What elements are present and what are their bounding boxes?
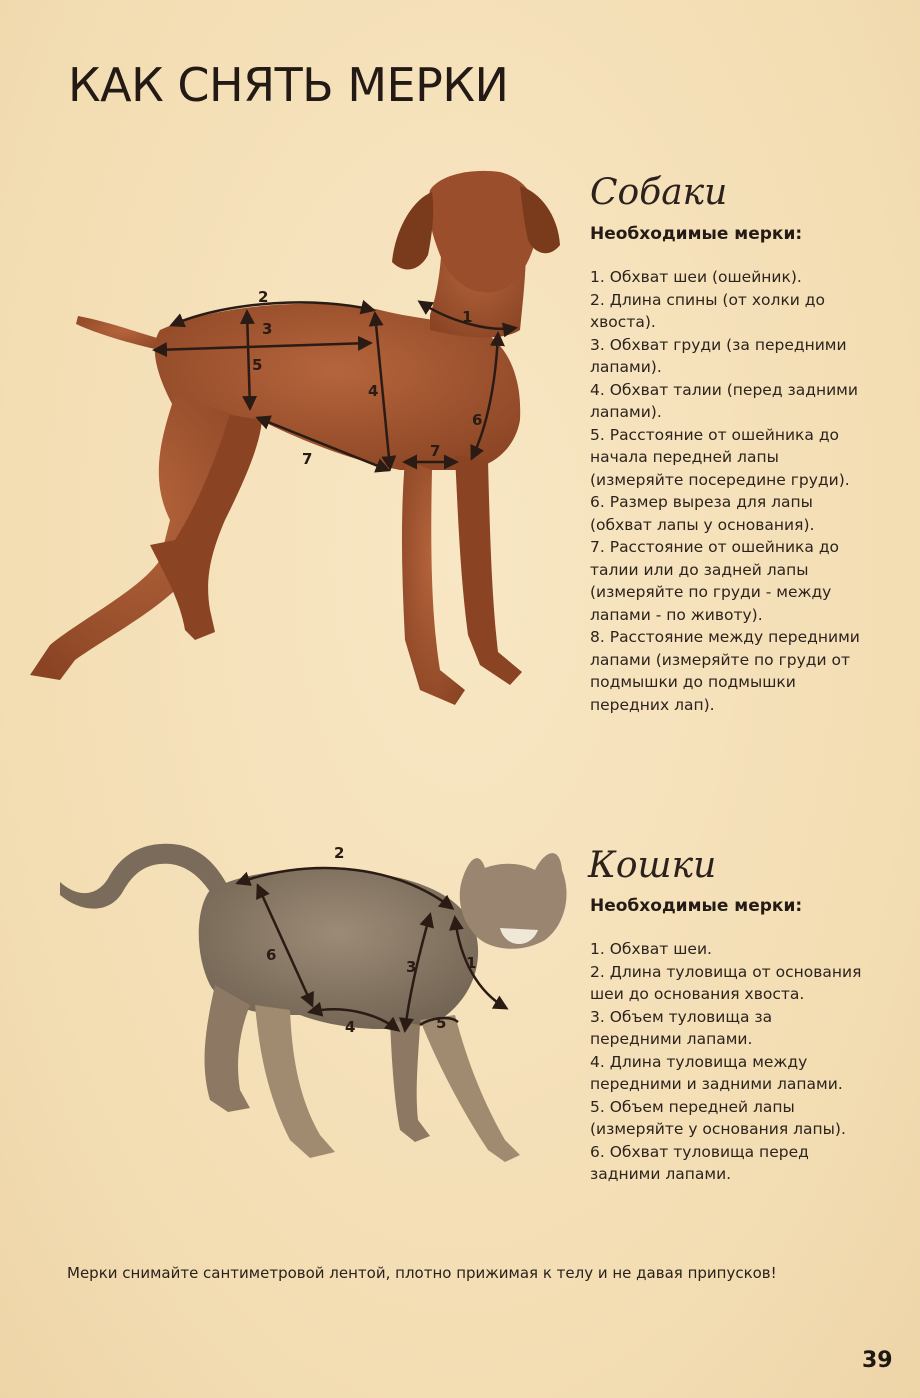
cats-subheading: Необходимые мерки: <box>590 896 803 916</box>
list-item: 7. Расстояние от ошейника до талии или до задней лапы (измеряйте по груди - между лапами - по животу). <box>590 538 840 624</box>
list-item: 4. Длина туловища между передними и задними лапами. <box>590 1052 843 1093</box>
cat-marker-5: 5 <box>436 1014 447 1032</box>
cats-measurements-list <box>590 938 862 1186</box>
list-item: 2. Длина туловища от основания шеи до основания хвоста. <box>590 962 862 1003</box>
list-item: 6. Размер выреза для лапы (обхват лапы у основания). <box>590 493 815 534</box>
cat-marker-2: 2 <box>334 844 345 862</box>
dog-marker-4: 4 <box>368 382 379 400</box>
list-item: 8. Расстояние между передними лапами (измеряйте по груди от подмышки до подмышки передних лап). <box>590 628 860 714</box>
dog-marker-6: 6 <box>472 411 483 429</box>
list-item: 5. Объем передней лапы (измеряйте у основания лапы). <box>590 1097 846 1138</box>
dogs-subheading: Необходимые мерки: <box>590 224 803 244</box>
list-item: 6. Обхват туловища перед задними лапами. <box>590 1142 809 1183</box>
list-item: 1. Обхват шеи (ошейник). <box>590 268 802 286</box>
list-item: 5. Расстояние от ошейника до начала передней лапы (измеряйте посередине груди). <box>590 425 850 489</box>
cat-marker-3: 3 <box>406 958 417 976</box>
list-item: 1. Обхват шеи. <box>590 940 712 958</box>
cat-marker-1: 1 <box>466 954 477 972</box>
dog-marker-7-chest: 7 <box>430 442 441 460</box>
dog-illustration <box>30 171 560 705</box>
footer-note: Мерки снимайте сантиметровой лентой, плотно прижимая к телу и не давая припусков! <box>67 1264 777 1282</box>
dog-marker-7-belly: 7 <box>302 450 313 468</box>
dog-marker-5: 5 <box>252 356 263 374</box>
dogs-heading: Собаки <box>590 172 728 213</box>
dog-marker-1: 1 <box>462 308 473 326</box>
list-item: 3. Обхват груди (за передними лапами). <box>590 335 847 376</box>
list-item: 3. Объем туловища за передними лапами. <box>590 1007 773 1048</box>
cat-marker-6: 6 <box>266 946 277 964</box>
page-title: КАК СНЯТЬ МЕРКИ <box>68 58 509 112</box>
dogs-measurements-list <box>590 266 862 716</box>
cats-heading: Кошки <box>588 845 717 886</box>
list-item: 4. Обхват талии (перед задними лапами). <box>590 380 858 421</box>
dog-marker-3: 3 <box>262 320 273 338</box>
dog-marker-2: 2 <box>258 288 269 306</box>
cat-illustration <box>60 844 567 1162</box>
cat-marker-4: 4 <box>345 1018 356 1036</box>
page-number: 39 <box>862 1348 893 1373</box>
list-item: 2. Длина спины (от холки до хвоста). <box>590 290 826 331</box>
